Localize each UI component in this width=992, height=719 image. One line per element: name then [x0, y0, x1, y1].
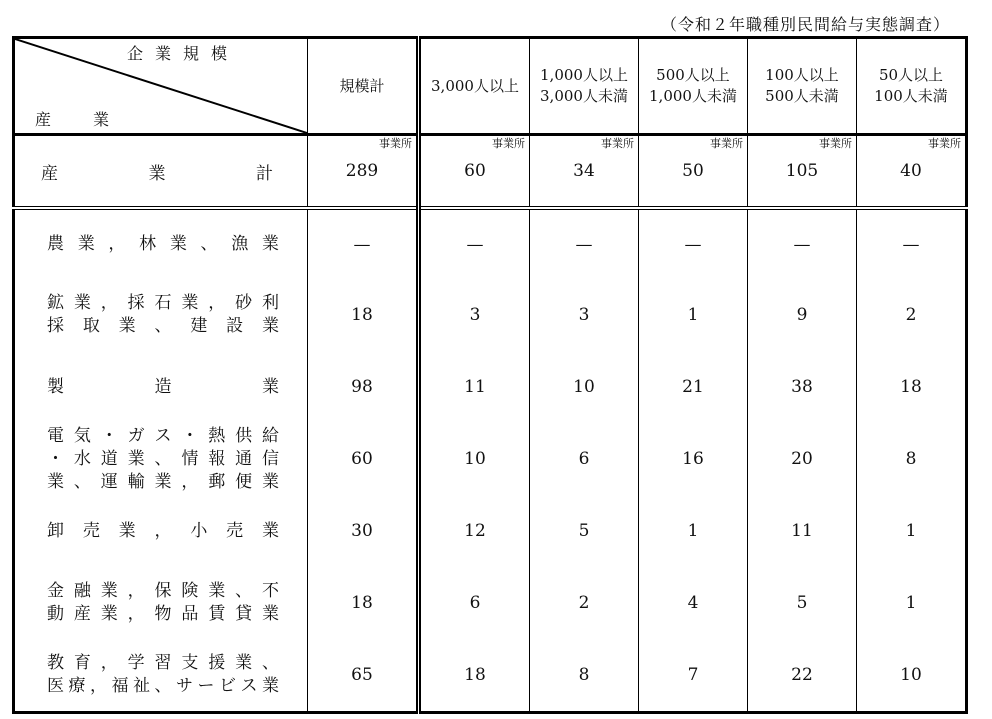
- value-cell: 18: [857, 351, 967, 423]
- total-value: 40: [900, 161, 922, 181]
- industry-label-cell: [14, 495, 308, 567]
- unit-label: 事業所: [710, 137, 743, 150]
- value-cell: 18: [308, 567, 419, 639]
- total-row: [14, 135, 967, 209]
- total-value: 289: [345, 161, 379, 181]
- value-cell: —: [419, 208, 530, 279]
- industry-label-cell: [14, 639, 308, 713]
- industry-label-line: 動 産 業 ， 物 品 賃 貸 業: [47, 604, 279, 624]
- value-cell: 6: [530, 423, 639, 495]
- column-header-label: 1,000人以上: [540, 66, 628, 84]
- total-value-cell: [530, 135, 639, 209]
- industry-label-cell: [14, 279, 308, 351]
- unit-label: 事業所: [601, 137, 634, 150]
- total-value: 34: [573, 161, 595, 181]
- value-cell: 98: [308, 351, 419, 423]
- value-cell: 10: [530, 351, 639, 423]
- column-header-label: 3,000人以上: [431, 76, 519, 95]
- value-cell: 7: [639, 639, 748, 713]
- value-cell: 18: [419, 639, 530, 713]
- total-value-cell: [419, 135, 530, 209]
- value-cell: —: [639, 208, 748, 279]
- unit-label: 事業所: [819, 137, 852, 150]
- value-cell: 1: [857, 495, 967, 567]
- value-cell: 8: [857, 423, 967, 495]
- value-cell: 11: [748, 495, 857, 567]
- industry-label-line: 業 、 運 輸 業 ， 郵 便 業: [47, 471, 279, 492]
- value-cell: 2: [530, 567, 639, 639]
- value-cell: 12: [419, 495, 530, 567]
- total-value-cell: [748, 135, 857, 209]
- industry-label-cell: [14, 208, 308, 279]
- industry-label-line: 教 育 ， 学 習 支 援 業 、: [47, 653, 279, 673]
- industry-label-line: 金 融 業 ， 保 険 業 、 不: [47, 581, 279, 601]
- value-cell: 3: [419, 279, 530, 351]
- value-cell: 4: [639, 567, 748, 639]
- value-cell: 21: [639, 351, 748, 423]
- establishment-count-table: [12, 36, 968, 714]
- value-cell: 18: [308, 279, 419, 351]
- table-row: [14, 279, 967, 351]
- table-header-row: [14, 38, 967, 135]
- total-value-cell: [639, 135, 748, 209]
- corner-label-scale: 企業規模: [127, 44, 240, 63]
- corner-header-cell: [14, 38, 308, 135]
- column-header-label: 規模計: [339, 76, 385, 95]
- column-header-3000-plus: [419, 38, 530, 135]
- value-cell: 10: [419, 423, 530, 495]
- column-header-total: [308, 38, 419, 135]
- column-header-label: 1,000人未満: [649, 87, 737, 105]
- value-cell: 1: [639, 279, 748, 351]
- industry-label-line: 農 業 ， 林 業 、 漁 業: [47, 234, 279, 254]
- value-cell: 5: [530, 495, 639, 567]
- industry-label-cell: [14, 567, 308, 639]
- total-value-cell: [308, 135, 419, 209]
- value-cell: 20: [748, 423, 857, 495]
- column-header-50-100: [857, 38, 967, 135]
- value-cell: 6: [419, 567, 530, 639]
- column-header-label: 50人以上: [878, 66, 944, 84]
- table-row: [14, 208, 967, 279]
- table-row: [14, 639, 967, 713]
- industry-label-line: ・ 水 道 業 、 情 報 通 信: [47, 448, 279, 469]
- column-header-1000-3000: [530, 38, 639, 135]
- total-value: 60: [464, 161, 486, 181]
- industry-label-line: 医 療 ， 福 祉 、 サ ー ビ ス 業: [47, 676, 279, 696]
- table-row: [14, 567, 967, 639]
- value-cell: 16: [639, 423, 748, 495]
- value-cell: 22: [748, 639, 857, 713]
- value-cell: 60: [308, 423, 419, 495]
- total-row-label: [14, 135, 308, 209]
- value-cell: 2: [857, 279, 967, 351]
- corner-label-industry: 産業: [35, 110, 152, 129]
- industry-label-line: 採 取 業 、 建 設 業: [47, 316, 279, 336]
- value-cell: 10: [857, 639, 967, 713]
- value-cell: —: [530, 208, 639, 279]
- total-value-cell: [857, 135, 967, 209]
- industry-label-line: 製 造 業: [47, 376, 279, 397]
- value-cell: —: [748, 208, 857, 279]
- value-cell: 9: [748, 279, 857, 351]
- table-row: [14, 495, 967, 567]
- total-value: 50: [682, 161, 704, 181]
- column-header-label: 100人以上: [765, 66, 839, 84]
- table-row: [14, 351, 967, 423]
- total-value: 105: [785, 161, 819, 181]
- industry-label-line: 卸 売 業 ， 小 売 業: [47, 520, 279, 541]
- value-cell: 1: [857, 567, 967, 639]
- industry-label-line: 鉱 業 ， 採 石 業 ， 砂 利: [47, 293, 279, 313]
- value-cell: 1: [639, 495, 748, 567]
- column-header-label: 3,000人未満: [540, 87, 628, 105]
- unit-label: 事業所: [928, 137, 961, 150]
- table-row: [14, 423, 967, 495]
- industry-label-line: 産 業 計: [41, 163, 273, 184]
- column-header-500-1000: [639, 38, 748, 135]
- column-header-100-500: [748, 38, 857, 135]
- value-cell: 30: [308, 495, 419, 567]
- column-header-label: 500人以上: [656, 66, 730, 84]
- value-cell: 38: [748, 351, 857, 423]
- value-cell: 65: [308, 639, 419, 713]
- industry-label-cell: [14, 423, 308, 495]
- value-cell: —: [308, 208, 419, 279]
- value-cell: 8: [530, 639, 639, 713]
- unit-label: 事業所: [379, 137, 412, 150]
- survey-source-note: （令和２年職種別民間給与実態調査）: [660, 15, 950, 34]
- unit-label: 事業所: [492, 137, 525, 150]
- value-cell: —: [857, 208, 967, 279]
- value-cell: 5: [748, 567, 857, 639]
- column-header-label: 100人未満: [874, 87, 948, 105]
- industry-label-line: 電 気 ・ ガ ス ・ 熱 供 給: [47, 425, 279, 446]
- column-header-label: 500人未満: [765, 87, 839, 105]
- value-cell: 11: [419, 351, 530, 423]
- value-cell: 3: [530, 279, 639, 351]
- industry-label-cell: [14, 351, 308, 423]
